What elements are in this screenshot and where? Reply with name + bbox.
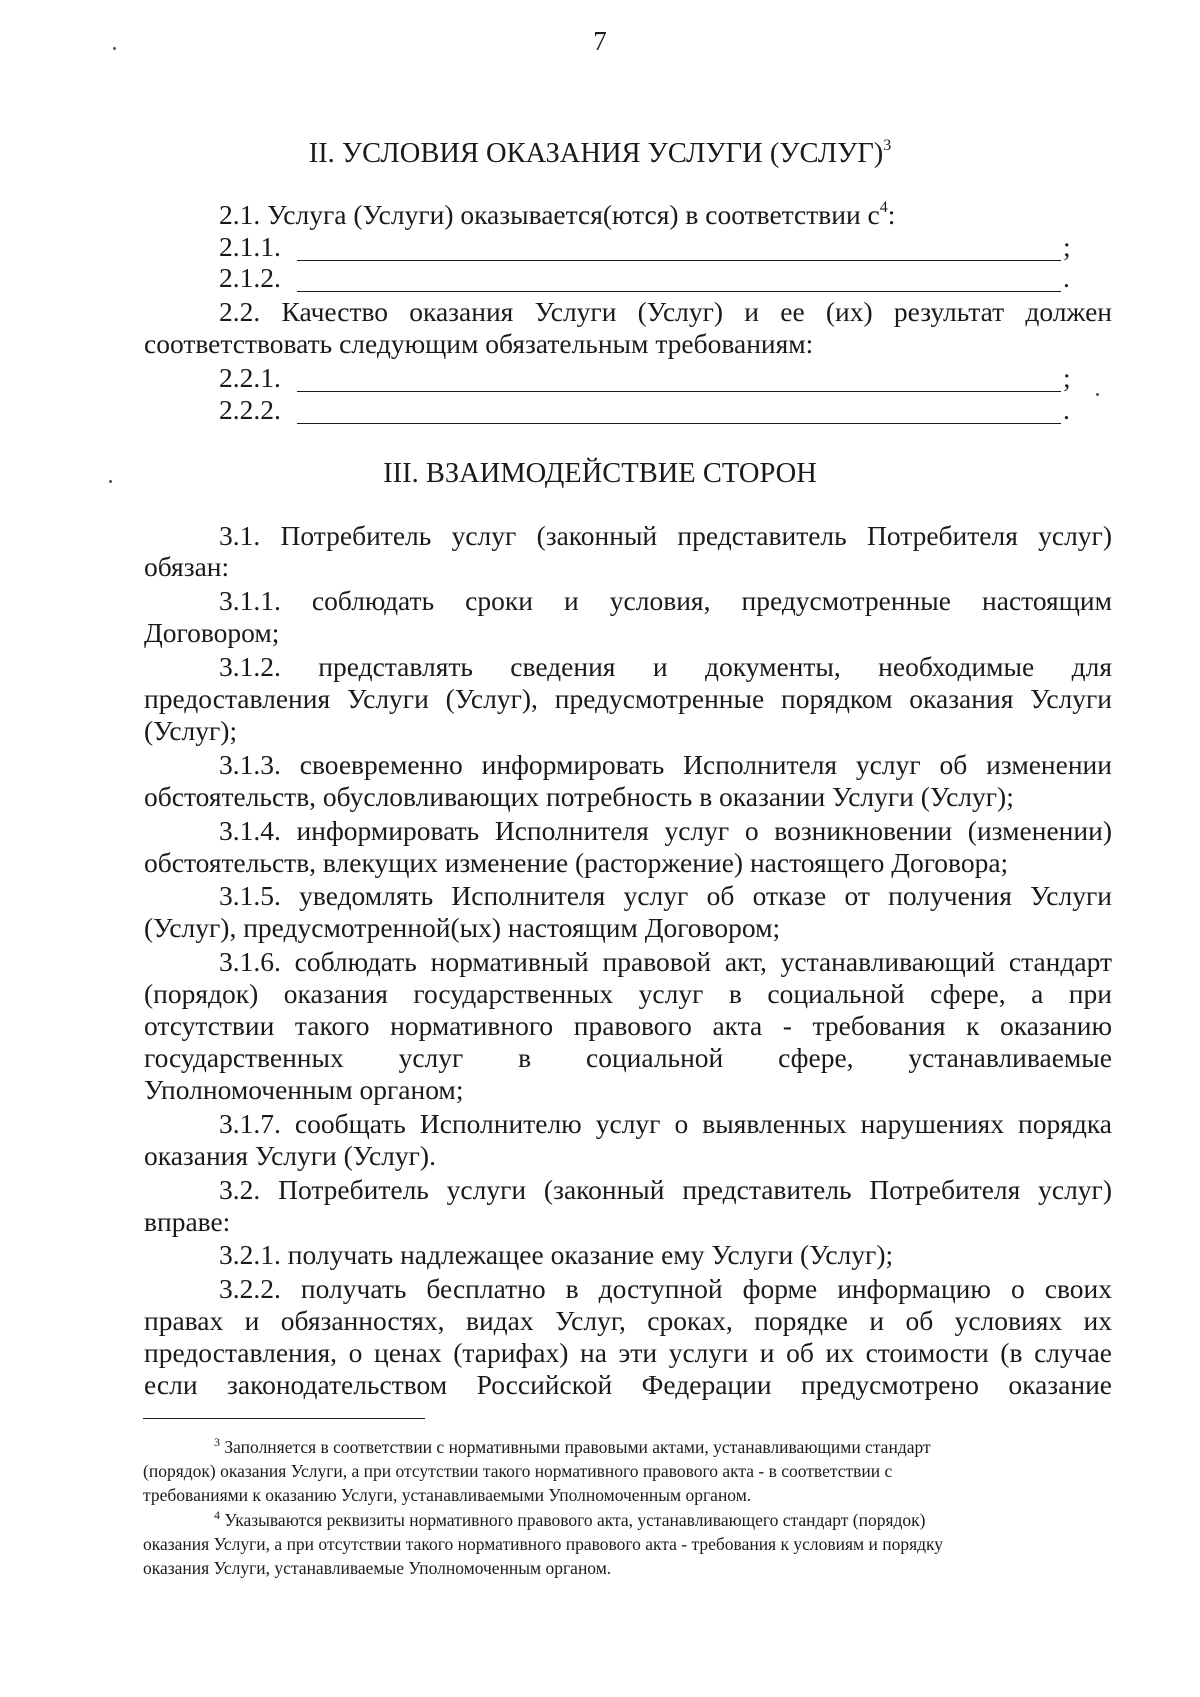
clause-2-2-2-label: 2.2.2.: [219, 394, 281, 425]
s3-line-11: обстоятельств, влекущих изменение (расторжение) настоящего Договора;: [144, 847, 1009, 878]
s3-line-19: 3.1.7. сообщать Исполнителю услуг о выявленных нарушениях порядка: [219, 1108, 1112, 1139]
s3-line-5: 3.1.2. представлять сведения и документы, необходимые для: [219, 651, 1112, 682]
s3-line-9: обстоятельств, обусловливающих потребность в оказании Услуги (Услуг);: [144, 781, 1014, 812]
footnote-ref-4: 4: [879, 199, 888, 216]
s3-line-1: 3.1. Потребитель услуг (законный представитель Потребителя услуг): [219, 520, 1112, 551]
s3-line-22: вправе:: [144, 1206, 231, 1237]
clause-2-2-1-blank: [297, 391, 1061, 392]
s3-line-15: (порядок) оказания государственных услуг в социальной сфере, а при: [144, 978, 1112, 1009]
section-2-title: II. УСЛОВИЯ ОКАЗАНИЯ УСЛУГИ (УСЛУГ)$^3$: [308, 137, 892, 169]
clause-2-2-1-label: 2.2.1.: [219, 362, 281, 393]
s3-line-2: обязан:: [144, 551, 230, 582]
footnote-3-mark: 3: [214, 1435, 220, 1449]
clause-2-1-2-end: .: [1063, 262, 1070, 293]
s3-line-26: предоставления, о ценах (тарифах) на эти услуги и об их стоимости (в случае: [144, 1337, 1112, 1368]
scan-speck: [1096, 393, 1099, 396]
s3-line-24: 3.2.2. получать бесплатно в доступной форме информацию о своих: [219, 1273, 1112, 1304]
scan-speck: [113, 47, 116, 50]
s3-line-23: 3.2.1. получать надлежащее оказание ему Услуги (Услуг);: [219, 1239, 894, 1270]
s3-line-8: 3.1.3. своевременно информировать Исполнителя услуг об изменении: [219, 749, 1112, 780]
clause-2-2-2-end: .: [1063, 394, 1070, 425]
footnote-4-line-2: оказания Услуги, а при отсутствии такого нормативного правового акта - требования к условиям и порядку: [143, 1534, 944, 1554]
s3-line-10: 3.1.4. информировать Исполнителя услуг о возникновении (изменении): [219, 815, 1112, 846]
scan-speck: [109, 480, 112, 483]
clause-2-2-line-2: соответствовать следующим обязательным требованиям:: [144, 328, 814, 359]
s3-line-12: 3.1.5. уведомлять Исполнителя услуг об отказе от получения Услуги: [219, 880, 1112, 911]
clause-2-1-2-label: 2.1.2.: [219, 262, 281, 293]
s3-line-21: 3.2. Потребитель услуги (законный представитель Потребителя услуг): [219, 1174, 1112, 1205]
clause-2-2-2-blank: [297, 423, 1061, 424]
section-3-title: III. ВЗАИМОДЕЙСТВИЕ СТОРОН: [383, 458, 817, 489]
s3-line-18: Уполномоченным органом;: [144, 1074, 464, 1105]
s3-line-25: правах и обязанностях, видах Услуг, сроках, порядке и об условиях их: [144, 1305, 1112, 1336]
footnote-4-line-1: $^4$ Указываются реквизиты нормативного правового акта, устанавливающего стандарт (порядок): [214, 1508, 926, 1530]
s3-line-14: 3.1.6. соблюдать нормативный правовой акт, устанавливающий стандарт: [219, 946, 1112, 977]
s3-line-16: отсутствии такого нормативного правового акта - требования к оказанию: [144, 1010, 1112, 1041]
clause-2-1-2-blank: [297, 291, 1061, 292]
clause-2-1-1-blank: [297, 260, 1061, 261]
s3-line-3: 3.1.1. соблюдать сроки и условия, предусмотренные настоящим: [219, 585, 1112, 616]
clause-2-2-1-end: ;: [1063, 362, 1071, 393]
footnote-3-line-2: (порядок) оказания Услуги, а при отсутствии такого нормативного правового акта - в соответствии с: [143, 1461, 893, 1481]
s3-line-20: оказания Услуги (Услуг).: [144, 1140, 436, 1171]
footnote-4-line-3: оказания Услуги, устанавливаемые Уполномоченным органом.: [143, 1558, 612, 1578]
footnote-4-mark: 4: [214, 1508, 220, 1522]
s3-line-6: предоставления Услуги (Услуг), предусмотренные порядком оказания Услуги: [144, 683, 1112, 714]
footnote-3-line-1: $^3$ Заполняется в соответствии с нормативными правовыми актами, устанавливающими стандарт: [214, 1435, 931, 1457]
footnote-3-line-3: требованиями к оказанию Услуги, устанавливаемыми Уполномоченным органом.: [143, 1485, 752, 1505]
s3-line-27: если законодательством Российской Федерации предусмотрено оказание: [144, 1369, 1112, 1400]
clause-2-1-1-label: 2.1.1.: [219, 231, 281, 262]
footnote-separator: [143, 1418, 425, 1419]
footnote-ref-3: 3: [883, 137, 892, 154]
s3-line-7: (Услуг);: [144, 715, 238, 746]
page-number: 7: [593, 26, 607, 56]
clause-2-2-line-1: 2.2. Качество оказания Услуги (Услуг) и ее (их) результат должен: [219, 296, 1112, 327]
s3-line-17: государственных услуг в социальной сфере, устанавливаемые: [144, 1042, 1112, 1073]
clause-2-1-1-end: ;: [1063, 231, 1071, 262]
s3-line-13: (Услуг), предусмотренной(ых) настоящим Договором;: [144, 912, 781, 943]
clause-2-1: 2.1. Услуга (Услуги) оказывается(ются) в соответствии $с^4$:: [219, 199, 896, 230]
s3-line-4: Договором;: [144, 617, 280, 648]
